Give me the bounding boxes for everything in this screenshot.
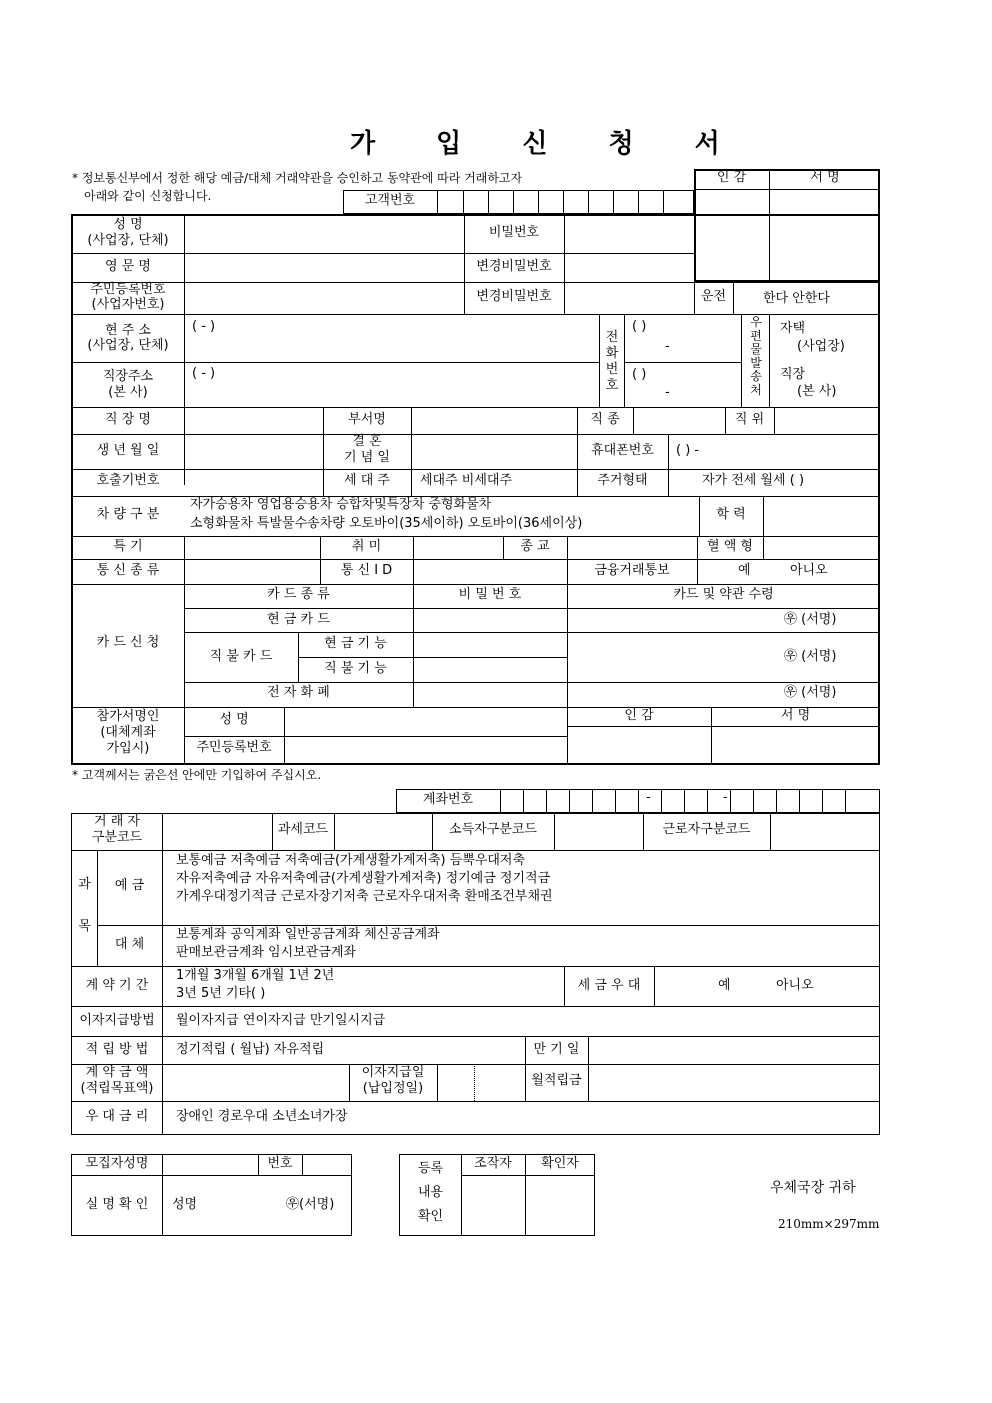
work-addr-label: 직장주소 [102, 369, 154, 384]
transfer-options-row2[interactable]: 판매보관금계좌 임시보관금계좌 [176, 945, 356, 960]
job-type-label: 직 종 [590, 412, 620, 427]
tax-benefit-label: 세 금 우 대 [577, 978, 641, 993]
mail-home-option[interactable]: 자택 [780, 321, 806, 336]
ecash-sign[interactable]: ㉾ (서명) [784, 685, 837, 700]
addr-zip-input[interactable]: ( - ) [192, 319, 216, 334]
phone-label: 전화번호 [605, 330, 619, 393]
pref-rate-options[interactable]: 장애인 경로우대 소년소녀가장 [176, 1109, 348, 1124]
change-pw-label-2: 변경비밀번호 [476, 289, 552, 304]
seal-label: 인 감 [716, 170, 747, 185]
mobile-label: 휴대폰번호 [591, 443, 654, 458]
p-name-label: 성 명 [219, 712, 249, 727]
skill-label: 특 기 [113, 539, 143, 554]
rn-sign[interactable]: ㉾(서명) [286, 1197, 335, 1212]
monthly-label: 월적립금 [531, 1073, 582, 1088]
mobile-input[interactable]: ( ) - [676, 443, 700, 458]
bold-line-notice: * 고객께서는 굵은선 안에만 기입하여 주십시오. [72, 768, 322, 782]
car-label: 차 량 구 분 [96, 507, 160, 522]
cash-card-label: 현 금 카 드 [267, 612, 330, 627]
addressee: 우체국장 귀하 [770, 1180, 856, 1196]
participant-label: 참가서명인 [96, 709, 160, 724]
name-input[interactable] [185, 215, 464, 253]
reg-label-3: 확인 [417, 1209, 444, 1224]
mail-work-sub: (본 사) [797, 384, 837, 399]
work-addr-zip-input[interactable]: ( - ) [192, 366, 216, 381]
car-options-row2[interactable]: 소형화물차 특발물수송차량 오토바이(35세이하) 오토바이(36세이상) [190, 516, 583, 531]
p-rrn-label: 주민등록번호 [196, 740, 272, 755]
rrn-label: 주민등록번호 [90, 282, 166, 297]
drive-label: 운전 [700, 289, 727, 304]
pager-label: 호출기번호 [96, 473, 160, 488]
income-code-label: 소득자구분코드 [449, 822, 537, 837]
period-options-row2[interactable]: 3년 5년 기타( ) [176, 986, 266, 1001]
card-label: 카 드 신 청 [96, 635, 160, 650]
deposit-options-row3[interactable]: 가계우대정기적금 근로자장기저축 근로자우대저축 환매조건부채권 [176, 889, 553, 904]
number-label: 번호 [267, 1156, 293, 1171]
participant-sub-2: 가입시) [106, 741, 150, 756]
tax-code-label: 과세코드 [277, 822, 329, 837]
subject-label-2: 목 [78, 919, 91, 934]
fin-notice-label: 금융거래통보 [594, 563, 670, 578]
ecash-label: 전 자 화 폐 [267, 685, 330, 700]
car-options-row1[interactable]: 자가승용차 영업용승용차 승합차및특장차 중형화물차 [190, 497, 492, 512]
debit-func-label: 직 불 기 능 [324, 661, 387, 676]
period-label: 계 약 기 간 [85, 978, 149, 993]
transfer-label: 대 체 [114, 937, 145, 952]
contract-amt-sub: (적립목표액) [80, 1081, 154, 1096]
page-title: 가 입 신 청 서 [350, 129, 746, 159]
name-sub-label: (사업장, 단체) [87, 233, 169, 248]
operator-label: 조작자 [474, 1156, 512, 1171]
period-options-row1[interactable]: 1개월 3개월 6개월 1년 2년 [176, 968, 335, 983]
customer-no-label: 고객번호 [364, 193, 416, 208]
trader-label: 거 래 자 [94, 814, 140, 829]
maturity-label: 만 기 일 [533, 1042, 580, 1057]
comm-label: 통 신 종 류 [96, 563, 160, 578]
name-label: 성 명 [113, 217, 143, 232]
fin-notice-no[interactable]: 아니오 [790, 563, 828, 578]
work-phone-dash: - [665, 385, 670, 400]
confirmer-label: 확인자 [541, 1156, 579, 1171]
notice-text: * 정보통신부에서 정한 해당 예금/대체 거래약관을 승인하고 동약관에 따라 거래하고자 [72, 171, 523, 185]
saving-label: 적 립 방 법 [85, 1042, 149, 1057]
eng-name-input[interactable] [185, 254, 464, 282]
workplace-label: 직 장 명 [105, 412, 151, 427]
card-pw-label: 비 밀 번 호 [458, 587, 522, 602]
hobby-label: 취 미 [351, 539, 382, 554]
reg-label-2: 내용 [417, 1185, 444, 1200]
mail-dest-label: 우편물발송처 [750, 315, 762, 397]
contract-amt-label: 계 약 금 액 [85, 1065, 149, 1080]
real-name-label: 실 명 확 인 [85, 1197, 149, 1212]
home-phone-area[interactable]: ( ) [632, 319, 647, 334]
work-addr-sub-label: (본 사) [108, 385, 148, 400]
home-phone-dash: - [665, 339, 670, 354]
position-label: 직 위 [734, 412, 765, 427]
birth-label: 생 년 월 일 [96, 443, 160, 458]
reg-label-1: 등록 [417, 1161, 444, 1176]
religion-label: 종 교 [520, 539, 550, 554]
int-pay-day-sub: (납입정일) [362, 1081, 424, 1096]
deposit-options-row2[interactable]: 자유저축예금 자유저축예금(가계생활가계저축) 정기예금 정기적금 [176, 871, 551, 886]
participant-sub-1: (대체계좌 [100, 725, 156, 740]
wedding-label-2: 기 념 일 [344, 450, 390, 465]
debit-card-label: 직 불 카 드 [209, 649, 273, 664]
blood-label: 혈 액 형 [707, 539, 753, 554]
tax-benefit-no[interactable]: 아니오 [776, 978, 814, 993]
deposit-options-row1[interactable]: 보통예금 저축예금 저축예금(가계생활가계저축) 듬뿍우대저축 [176, 853, 526, 868]
worker-code-label: 근로자구분코드 [662, 822, 751, 837]
mail-home-sub: (사업장) [797, 339, 845, 354]
sign-label: 서 명 [810, 170, 840, 185]
housing-options[interactable]: 자가 전세 월세 ( ) [702, 473, 805, 488]
wedding-label: 결 혼 [352, 434, 382, 449]
password-label: 비밀번호 [488, 225, 540, 240]
householder-options[interactable]: 세대주 비세대주 [420, 473, 513, 488]
addr-label: 현 주 소 [105, 323, 151, 338]
interest-label: 이자지급방법 [79, 1013, 155, 1028]
account-no-label: 계좌번호 [422, 792, 474, 807]
change-pw-label: 변경비밀번호 [476, 259, 552, 274]
debit-card-sign[interactable]: ㉾ (서명) [784, 649, 837, 664]
edu-label: 학 력 [716, 507, 746, 522]
int-pay-day-label: 이자지급일 [361, 1065, 425, 1080]
fin-notice-yes[interactable]: 예 [738, 563, 751, 578]
account-dash-2: - [723, 790, 728, 805]
recruiter-label: 모집자성명 [85, 1156, 149, 1171]
p-sign-label: 서 명 [780, 708, 811, 723]
rrn-sub-label: (사업자번호) [91, 297, 165, 312]
pref-rate-label: 우 대 금 리 [85, 1109, 149, 1124]
rrn-input[interactable] [185, 283, 464, 314]
mail-work-option[interactable]: 직장 [780, 367, 806, 382]
card-type-label: 카 드 종 류 [267, 587, 330, 602]
deposit-label: 예 금 [114, 878, 145, 893]
trader-label-2: 구분코드 [91, 830, 143, 845]
cash-func-label: 현 금 기 능 [324, 636, 387, 651]
drive-options[interactable]: 한다 안한다 [763, 291, 830, 306]
subject-label: 과 [78, 877, 91, 892]
housing-label: 주거형태 [597, 473, 648, 488]
rn-name-label: 성명 [172, 1197, 198, 1212]
notice-text-2: 아래와 같이 신청합니다. [84, 189, 212, 203]
transfer-options-row1[interactable]: 보통계좌 공익계좌 일반공금계좌 체신공금계좌 [176, 927, 440, 942]
householder-label: 세 대 주 [344, 473, 390, 488]
cash-card-sign[interactable]: ㉾ (서명) [784, 612, 837, 627]
password-input[interactable] [565, 215, 693, 253]
eng-name-label: 영 문 명 [105, 259, 151, 274]
dept-label: 부서명 [348, 412, 386, 427]
saving-options[interactable]: 정기적립 ( 월납) 자유적립 [176, 1042, 325, 1057]
p-seal-label: 인 감 [624, 708, 654, 723]
work-phone-area[interactable]: ( ) [632, 367, 647, 382]
tax-benefit-yes[interactable]: 예 [718, 978, 731, 993]
addr-sub-label: (사업장, 단체) [87, 338, 169, 353]
interest-options[interactable]: 월이자지급 연이자지급 만기일시지급 [176, 1013, 386, 1028]
card-receipt-label: 카드 및 약관 수령 [673, 587, 774, 602]
account-dash-1: - [646, 790, 651, 805]
paper-size: 210mm×297mm [778, 1217, 880, 1231]
comm-id-label: 통 신 I D [340, 563, 393, 578]
